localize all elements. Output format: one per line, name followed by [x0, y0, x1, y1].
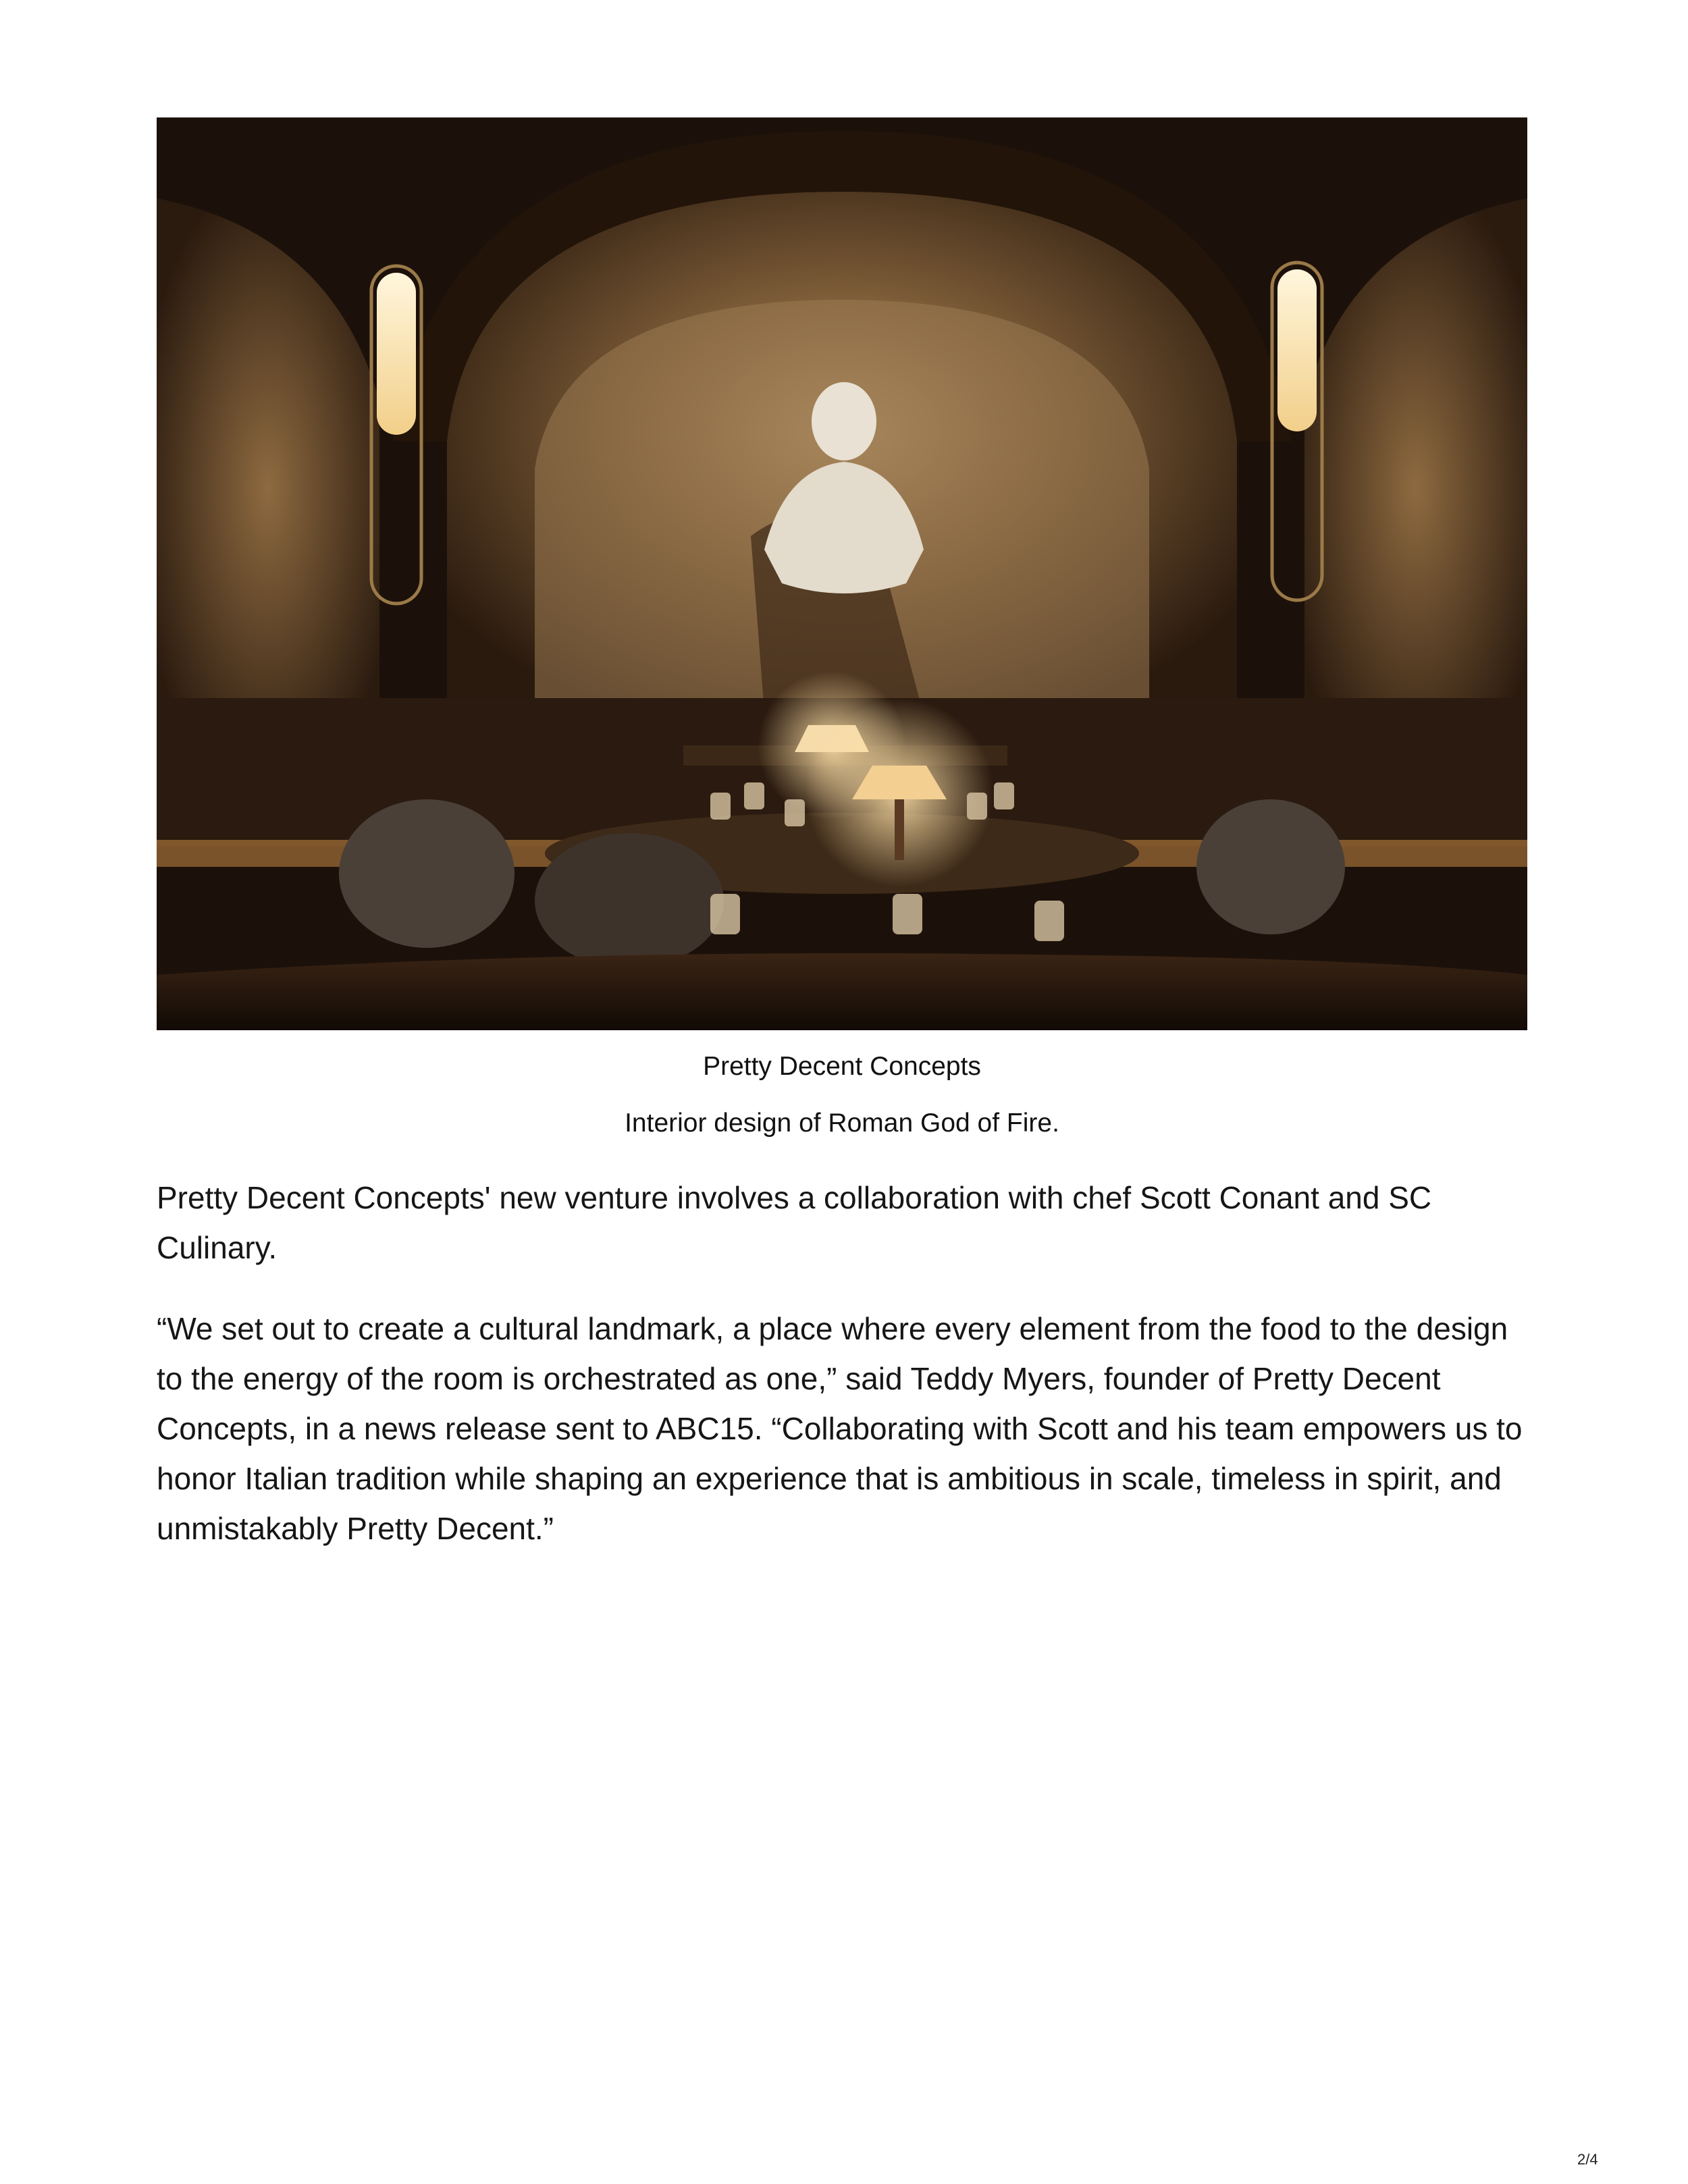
paragraph: Pretty Decent Concepts' new venture involves a collaboration with chef Scott Conant and SC Culinary. — [157, 1180, 1432, 1265]
page-number: 2/4 — [1577, 2151, 1598, 2168]
restaurant-interior-photo — [157, 117, 1527, 1030]
photo-credit: Pretty Decent Concepts — [703, 1052, 981, 1081]
interior-illustration — [157, 117, 1527, 1030]
paragraph: “We set out to create a cultural landmark, a place where every element from the food to the design to the energy of the room is orchestrated as one,” said Teddy Myers, founder of Pretty Decent Concepts, in a news release sent to ABC15. “Collaborating with Scott and his team empowers us to honor Italian tradition while shaping an experience that is ambitious in scale, timeless in spirit, and unmistakably Pretty Decent.” — [157, 1311, 1523, 1546]
photo-caption: Interior design of Roman God of Fire. — [625, 1109, 1059, 1138]
